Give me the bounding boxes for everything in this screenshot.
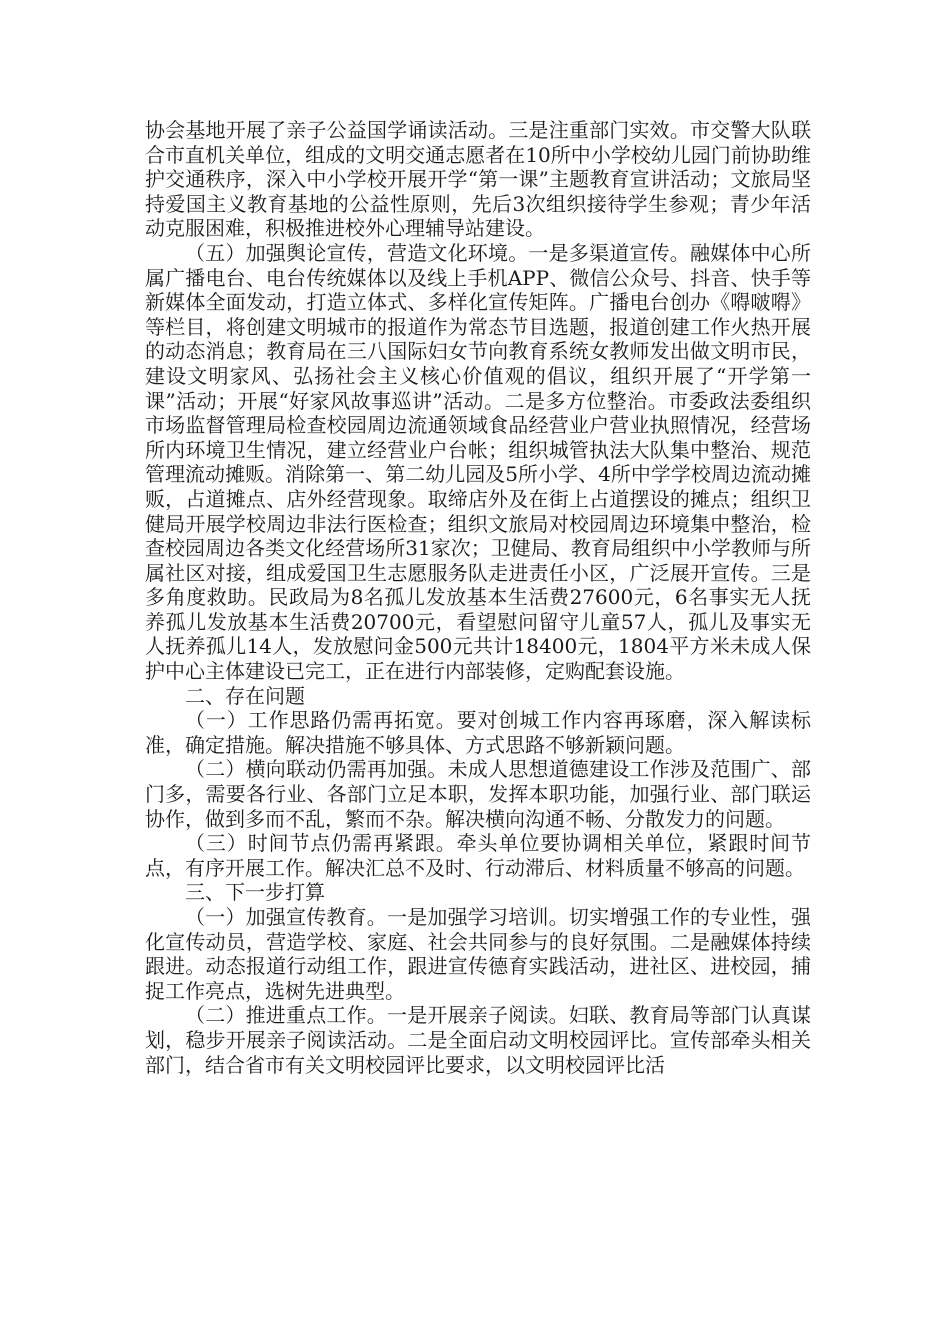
document-page [145,118,811,1077]
paragraph-problem-3: （三）时间节点仍需再紧跟。牵头单位要协调相关单位，紧跟时间节点，有序开展工作。解决汇总不及时、行动滞后、材料质量不够高的问题。 [145,831,811,880]
paragraph-problem-2: （二）横向联动仍需再加强。未成人思想道德建设工作涉及范围广、部门多，需要各行业、各部门立足本职，发挥本职功能，加强行业、部门联运协作，做到多而不乱，繁而不杂。解决横向沟通不畅、分散发力的问题。 [145,757,811,831]
paragraph-continuation: 协会基地开展了亲子公益国学诵读活动。三是注重部门实效。市交警大队联合市直机关单位，组成的文明交通志愿者在10所中小学校幼儿园门前协助维护交通秩序，深入中小学校开展开学“第一课”主题教育宣讲活动；文旅局坚持爱国主义教育基地的公益性原则，先后3次组织接待学生参观；青少年活动克服困难，积极推进校外心理辅导站建设。 [145,118,811,241]
paragraph-plan-2: （二）推进重点工作。一是开展亲子阅读。妇联、教育局等部门认真谋划，稳步开展亲子阅读活动。二是全面启动文明校园评比。宣传部牵头相关部门，结合省市有关文明校园评比要求，以文明校园评比活 [145,1003,811,1077]
section-heading-problems: 二、存在问题 [185,683,305,708]
paragraph-public-opinion: （五）加强舆论宣传，营造文化环境。一是多渠道宣传。融媒体中心所属广播电台、电台传统媒体以及线上手机APP、微信公众号、抖音、快手等新媒体全面发动，打造立体式、多样化宣传矩阵。广播电台创办《嘚啵嘚》等栏目，将创建文明城市的报道作为常态节目选题，报道创建工作火热开展的动态消息；教育局在三八国际妇女节向教育系统女教师发出做文明市民，建设文明家风、弘扬社会主义核心价值观的倡议，组织开展了“开学第一课”活动；开展“好家风故事巡讲”活动。二是多方位整治。市委政法委组织市场监督管理局检查校园周边流通领域食品经营业户营业执照情况，经营场所内环境卫生情况，建立经营业户台帐；组织城管执法大队集中整治、规范管理流动摊贩。消除第一、第二幼儿园及5所小学、4所中学学校周边流动摊贩，占道摊点、店外经营现象。取缔店外及在街上占道摆设的摊点；组织卫健局开展学校周边非法行医检查；组织文旅局对校园周边环境集中整治，检查校园周边各类文化经营场所31家次；卫健局、教育局组织中小学教师与所属社区对接，组成爱国卫生志愿服务队走进责任小区，广泛展开宣传。三是多角度救助。民政局为8名孤儿发放基本生活费27600元，6名事实无人抚养孤儿发放基本生活费20700元，看望慰问留守儿童57人，孤儿及事实无人抚养孤儿14人，发放慰问金500元共计18400元，1804平方米未成人保护中心主体建设已完工，正在进行内部装修，定购配套设施。 [145,240,811,684]
paragraph-plan-1: （一）加强宣传教育。一是加强学习培训。切实增强工作的专业性，强化宣传动员，营造学校、家庭、社会共同参与的良好氛围。二是融媒体持续跟进。动态报道行动组工作，跟进宣传德育实践活动，进社区、进校园，捕捉工作亮点，选树先进典型。 [145,905,811,1003]
paragraph-problem-1: （一）工作思路仍需再拓宽。要对创城工作内容再琢磨，深入解读标准，确定措施。解决措施不够具体、方式思路不够新颖问题。 [145,708,811,757]
section-heading-next-steps: 三、下一步打算 [185,880,325,905]
